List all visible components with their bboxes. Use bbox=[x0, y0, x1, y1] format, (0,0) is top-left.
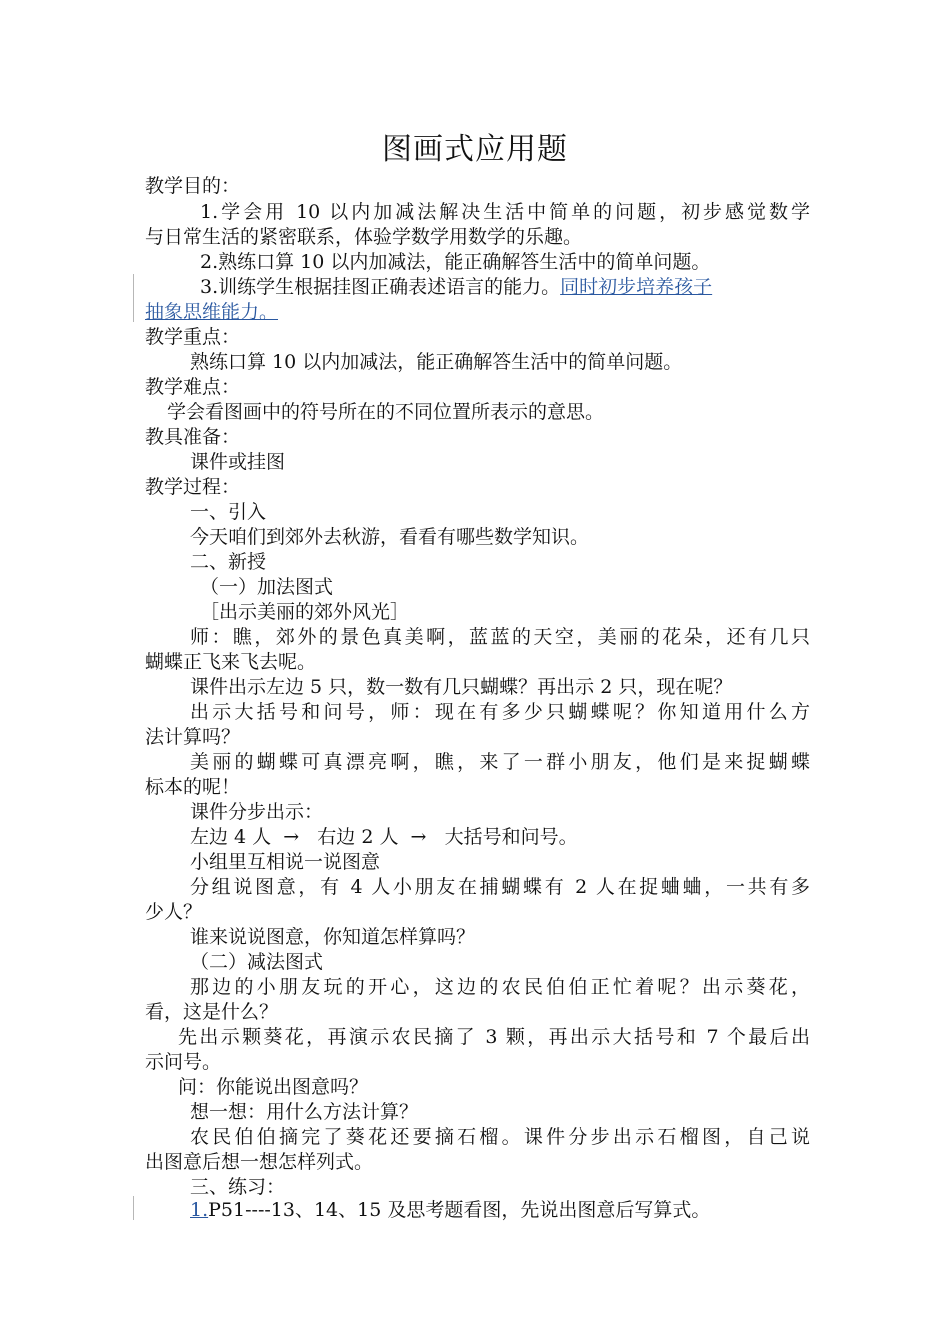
paragraph-13: 想一想：用什么方法计算？ bbox=[190, 1101, 419, 1123]
difficulty-text: 学会看图画中的符号所在的不同位置所表示的意思。 bbox=[167, 401, 605, 423]
objective-3-link-cont[interactable]: 抽象思维能力。 bbox=[145, 301, 279, 323]
paragraph-9: 谁来说说图意，你知道怎样算吗？ bbox=[190, 926, 476, 948]
paragraph-8-line-1: 分组说图意，有 4 人小朋友在捕蝴蝶有 2 人在捉蛐蛐，一共有多 bbox=[190, 876, 810, 898]
change-bar bbox=[133, 1196, 134, 1220]
objective-3-link[interactable]: 同时初步培养孩子 bbox=[560, 276, 713, 298]
paragraph-7: 小组里互相说一说图意 bbox=[190, 851, 381, 873]
materials-text: 课件或挂图 bbox=[190, 451, 286, 473]
objective-3-line-1 bbox=[145, 274, 865, 300]
process-heading: 教学过程： bbox=[145, 476, 241, 498]
difficulty-heading: 教学难点： bbox=[145, 376, 241, 398]
intro-text: 今天咱们到郊外去秋游，看看有哪些数学知识。 bbox=[190, 526, 590, 548]
materials-heading: 教具准备： bbox=[145, 426, 241, 448]
addition-heading: （一）加法图式 bbox=[200, 576, 334, 598]
paragraph-1-line-2: 蝴蝶正飞来飞去呢。 bbox=[145, 651, 317, 673]
intro-heading: 一、引入 bbox=[190, 501, 267, 523]
paragraph-14-line-1: 农民伯伯摘完了葵花还要摘石榴。课件分步出示石榴图，自己说 bbox=[190, 1126, 810, 1148]
objective-3-line-2 bbox=[145, 299, 810, 325]
paragraph-12: 问：你能说出图意吗？ bbox=[178, 1076, 369, 1098]
key-point-heading: 教学重点： bbox=[145, 326, 241, 348]
paragraph-4-line-2: 标本的呢！ bbox=[145, 776, 241, 798]
new-lesson-heading: 二、新授 bbox=[190, 551, 267, 573]
paragraph-6: 左边 4 人 → 右边 2 人 → 大括号和问号。 bbox=[190, 826, 578, 848]
paragraph-14-line-2: 出图意后想一想怎样列式。 bbox=[145, 1151, 374, 1173]
objective-3-text: 3.训练学生根据挂图正确表述语言的能力。 bbox=[200, 276, 561, 298]
objectives-heading: 教学目的： bbox=[145, 175, 241, 197]
key-point-text: 熟练口算 10 以内加减法，能正确解答生活中的简单问题。 bbox=[190, 351, 683, 373]
practice-item-1 bbox=[145, 1197, 855, 1223]
practice-item-text: P51----13、14、15 及思考题看图，先说出图意后写算式。 bbox=[208, 1199, 711, 1221]
objective-2: 2.熟练口算 10 以内加减法，能正确解答生活中的简单问题。 bbox=[200, 251, 711, 273]
paragraph-1-line-1: 师：瞧，郊外的景色真美啊，蓝蓝的天空，美丽的花朵，还有几只 bbox=[190, 626, 810, 648]
paragraph-10-line-2: 看，这是什么？ bbox=[145, 1001, 279, 1023]
objective-1-line-1: 1.学会用 10 以内加减法解决生活中简单的问题，初步感觉数学 bbox=[200, 201, 810, 223]
paragraph-11-line-1: 先出示颗葵花，再演示农民摘了 3 颗，再出示大括号和 7 个最后出 bbox=[178, 1026, 810, 1048]
paragraph-3-line-2: 法计算吗？ bbox=[145, 726, 241, 748]
change-bar bbox=[133, 274, 134, 322]
paragraph-3-line-1: 出示大括号和问号，师：现在有多少只蝴蝶呢？你知道用什么方 bbox=[190, 701, 810, 723]
practice-item-link[interactable]: 1. bbox=[190, 1199, 209, 1221]
paragraph-11-line-2: 示问号。 bbox=[145, 1051, 222, 1073]
paragraph-5: 课件分步出示： bbox=[190, 801, 324, 823]
paragraph-10-line-1: 那边的小朋友玩的开心，这边的农民伯伯正忙着呢？出示葵花， bbox=[190, 976, 810, 998]
page-title: 图画式应用题 bbox=[382, 132, 568, 167]
show-scenery: ［出示美丽的郊外风光］ bbox=[200, 601, 410, 623]
paragraph-2: 课件出示左边 5 只，数一数有几只蝴蝶？再出示 2 只，现在呢？ bbox=[190, 676, 733, 698]
practice-heading: 三、练习： bbox=[190, 1176, 286, 1198]
subtraction-heading: （二）减法图式 bbox=[190, 951, 324, 973]
paragraph-4-line-1: 美丽的蝴蝶可真漂亮啊，瞧，来了一群小朋友，他们是来捉蝴蝶 bbox=[190, 751, 810, 773]
objective-1-line-2: 与日常生活的紧密联系，体验学数学用数学的乐趣。 bbox=[145, 226, 583, 248]
paragraph-8-line-2: 少人？ bbox=[145, 901, 203, 923]
